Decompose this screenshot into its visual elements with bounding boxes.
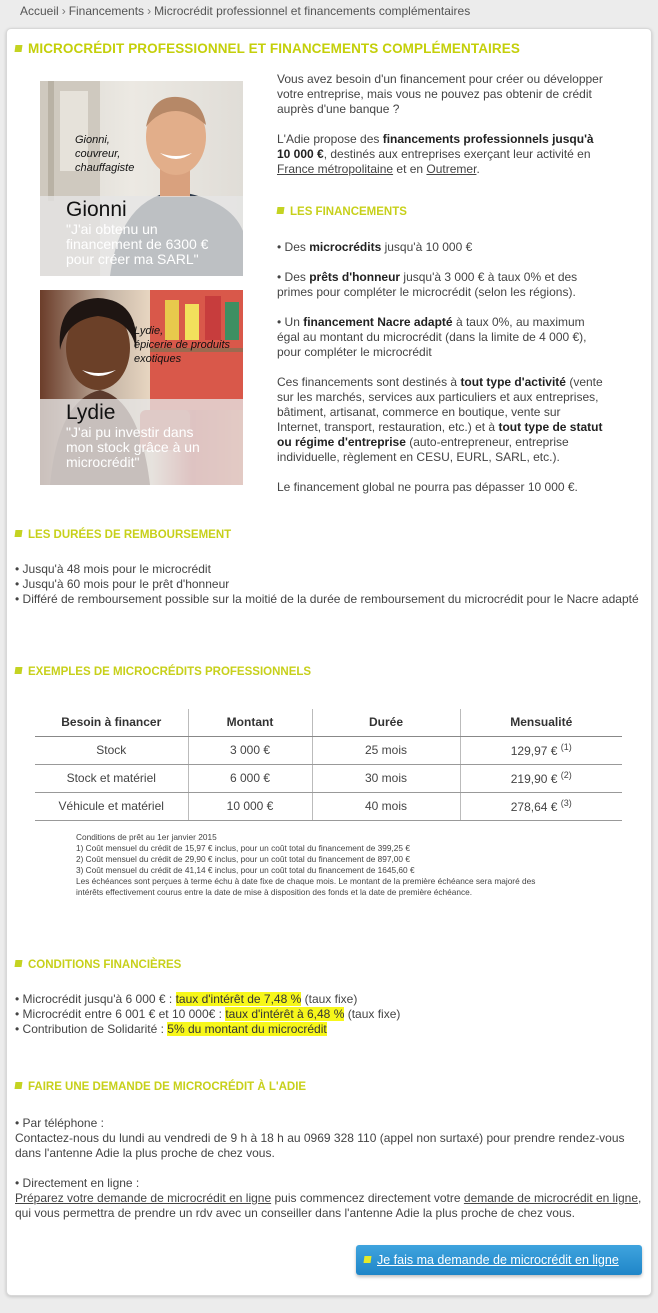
testimonial-quote: "J'ai pu investir dans mon stock grâce à un microcrédit" [66, 424, 200, 470]
phone-title: • Par téléphone : [15, 1116, 104, 1130]
table-cell: Stock [35, 736, 188, 764]
table-header-row [35, 709, 622, 736]
section-heading-durees: LES DURÉES DE REMBOURSEMENT [15, 529, 231, 541]
breadcrumb-separator: › [61, 4, 66, 18]
prepare-demande-link[interactable]: Préparez votre demande de microcrédit en ligne [15, 1191, 272, 1205]
column-header: Besoin à financer [35, 709, 188, 736]
list-item: • Un financement Nacre adapté à taux 0%, au maximum égal au montant du microcrédit (dans la limite de 4 000 €), pour compléter le microcrédit [277, 315, 587, 359]
testimonial-quote-box [40, 399, 243, 485]
breadcrumb [20, 4, 470, 18]
table-row [35, 736, 622, 764]
square-bullet-icon [277, 207, 285, 214]
online-text: Préparez votre demande de microcrédit en ligne puis commencez directement votre demande de microcrédit en ligne, qui vous permettra de prendre un rdv avec un conseiller dans l'antenne Adie la plus proche de chez vous. [15, 1191, 642, 1220]
table-cell: 30 mois [312, 764, 460, 792]
demande-microcredit-button[interactable]: Je fais ma demande de microcrédit en ligne [356, 1245, 642, 1275]
demande-online [15, 1176, 643, 1221]
breadcrumb-financements-link[interactable]: Financements [68, 4, 145, 18]
highlighted-rate: taux d'intérêt à 6,48 % [225, 1007, 345, 1021]
highlighted-rate: taux d'intérêt de 7,48 % [175, 992, 302, 1006]
financements-paragraph: Ces financements sont destinés à tout type d'activité (vente sur les marchés, services aux particuliers et aux entreprises, bâtiment, artisanat, commerce en boutique, vente sur Internet, transport, restauration, etc.) et à tout type de statut ou régime d'entreprise (auto-entrepreneur, entreprise individuelle, règlement en CESU, EURL, SARL, etc.). [277, 375, 603, 464]
demande-en-ligne-link[interactable]: demande de microcrédit en ligne [463, 1191, 638, 1205]
intro-paragraph: L'Adie propose des financements professionnels jusqu'à 10 000 €, destinés aux entreprises exerçant leur activité en France métropolitaine et en Outremer. [277, 132, 594, 176]
table-cell: 6 000 € [188, 764, 312, 792]
breadcrumb-current: Microcrédit professionnel et financements complémentaires [154, 4, 471, 18]
outremer-link[interactable]: Outremer [426, 162, 477, 176]
column-header: Durée [312, 709, 460, 736]
square-bullet-icon [15, 960, 23, 967]
section-heading-demande: FAIRE UNE DEMANDE DE MICROCRÉDIT À L'ADIE [15, 1081, 306, 1093]
table-cell: 129,97 € $^{(1)}$ [460, 736, 622, 764]
table-cell: Stock et matériel [35, 764, 188, 792]
breadcrumb-home-link[interactable]: Accueil [20, 4, 59, 18]
table-cell: 25 mois [312, 736, 460, 764]
table-cell: 219,90 € $^{(2)}$ [460, 764, 622, 792]
testimonial-name: Lydie [66, 401, 116, 424]
table-row [35, 792, 622, 820]
intro-text [277, 72, 607, 192]
testimonial-tag: Lydie, épicerie de produits exotiques [134, 325, 231, 365]
square-bullet-icon [15, 45, 23, 52]
page-title: MICROCRÉDIT PROFESSIONNEL ET FINANCEMENTS COMPLÉMENTAIRES [15, 41, 520, 56]
france-metropolitaine-link[interactable]: France métropolitaine [277, 162, 394, 176]
financements-list [277, 240, 607, 510]
conditions-list [15, 992, 643, 1037]
square-bullet-icon [15, 1082, 23, 1089]
column-header: Montant [188, 709, 312, 736]
list-item: • Jusqu'à 60 mois pour le prêt d'honneur [15, 577, 230, 591]
financements-global-note: Le financement global ne pourra pas dépasser 10 000 €. [277, 480, 578, 494]
testimonial-quote-box [40, 196, 243, 276]
list-item: • Différé de remboursement possible sur la moitié de la durée de remboursement du microcrédit pour le Nacre adapté [15, 592, 639, 606]
table-cell: 40 mois [312, 792, 460, 820]
online-title: • Directement en ligne : [15, 1176, 140, 1190]
square-bullet-icon [15, 530, 23, 537]
table-cell: 10 000 € [188, 792, 312, 820]
breadcrumb-separator: › [147, 4, 152, 18]
highlighted-rate: 5% du montant du microcrédit [167, 1022, 327, 1036]
list-item: • Jusqu'à 48 mois pour le microcrédit [15, 562, 211, 576]
section-heading-conditions: CONDITIONS FINANCIÈRES [15, 959, 181, 971]
testimonial-quote: "J'ai obtenu un financement de 6300 € pour créer ma SARL" [66, 221, 209, 267]
section-heading-exemples: EXEMPLES DE MICROCRÉDITS PROFESSIONNELS [15, 666, 311, 678]
intro-paragraph: Vous avez besoin d'un financement pour créer ou développer votre entreprise, mais vous ne pouvez pas obtenir de crédit auprès d'une banque ? [277, 72, 603, 116]
phone-text: Contactez-nous du lundi au vendredi de 9 h à 18 h au 0969 328 110 (appel non surtaxé) pour prendre rendez-vous dans l'antenne Adie la plus proche de chez vous. [15, 1131, 625, 1160]
table-cell: Véhicule et matériel [35, 792, 188, 820]
section-heading-financements: LES FINANCEMENTS [277, 206, 407, 218]
examples-table [35, 709, 622, 821]
square-bullet-icon [15, 667, 23, 674]
square-bullet-icon [364, 1256, 372, 1263]
list-item: • Contribution de Solidarité : 5% du montant du microcrédit [15, 1022, 327, 1036]
table-cell: 3 000 € [188, 736, 312, 764]
testimonial-lydie [40, 290, 243, 485]
list-item: • Microcrédit jusqu'à 6 000 € : taux d'intérêt de 7,48 % (taux fixe) [15, 992, 358, 1006]
content-panel [6, 28, 652, 1296]
durees-list [15, 562, 643, 607]
list-item: • Des prêts d'honneur jusqu'à 3 000 € à taux 0% et des primes pour compléter le microcrédit (selon les régions). [277, 270, 578, 299]
loan-conditions-notes: Conditions de prêt au 1er janvier 2015 1) Coût mensuel du crédit de 15,97 € inclus, pour un coût total du financement de 399,25 € 2) Coût mensuel du crédit de 29,90 € inclus, pour un coût total du financement de 897,00 € 3) Coût mensuel du crédit de 41,14 € inclus, pour un coût total du financement de 1645,60 € Les échéances sont perçues à terme échu à date fixe de chaque mois. Le montant de la première échéance sera majoré des intérêts effectivement courus entre la date de mise à disposition des fonds et la date de première échéance. [76, 832, 536, 897]
table-cell: 278,64 € $^{(3)}$ [460, 792, 622, 820]
list-item: • Microcrédit entre 6 001 € et 10 000€ : taux d'intérêt à 6,48 % (taux fixe) [15, 1007, 401, 1021]
testimonial-name: Gionni [66, 198, 127, 221]
list-item: • Des microcrédits jusqu'à 10 000 € [277, 240, 473, 254]
table-row [35, 764, 622, 792]
column-header: Mensualité [460, 709, 622, 736]
testimonial-tag: Gionni, couvreur, chauffagiste [75, 134, 135, 174]
testimonial-gionni [40, 81, 243, 276]
demande-phone [15, 1116, 643, 1161]
